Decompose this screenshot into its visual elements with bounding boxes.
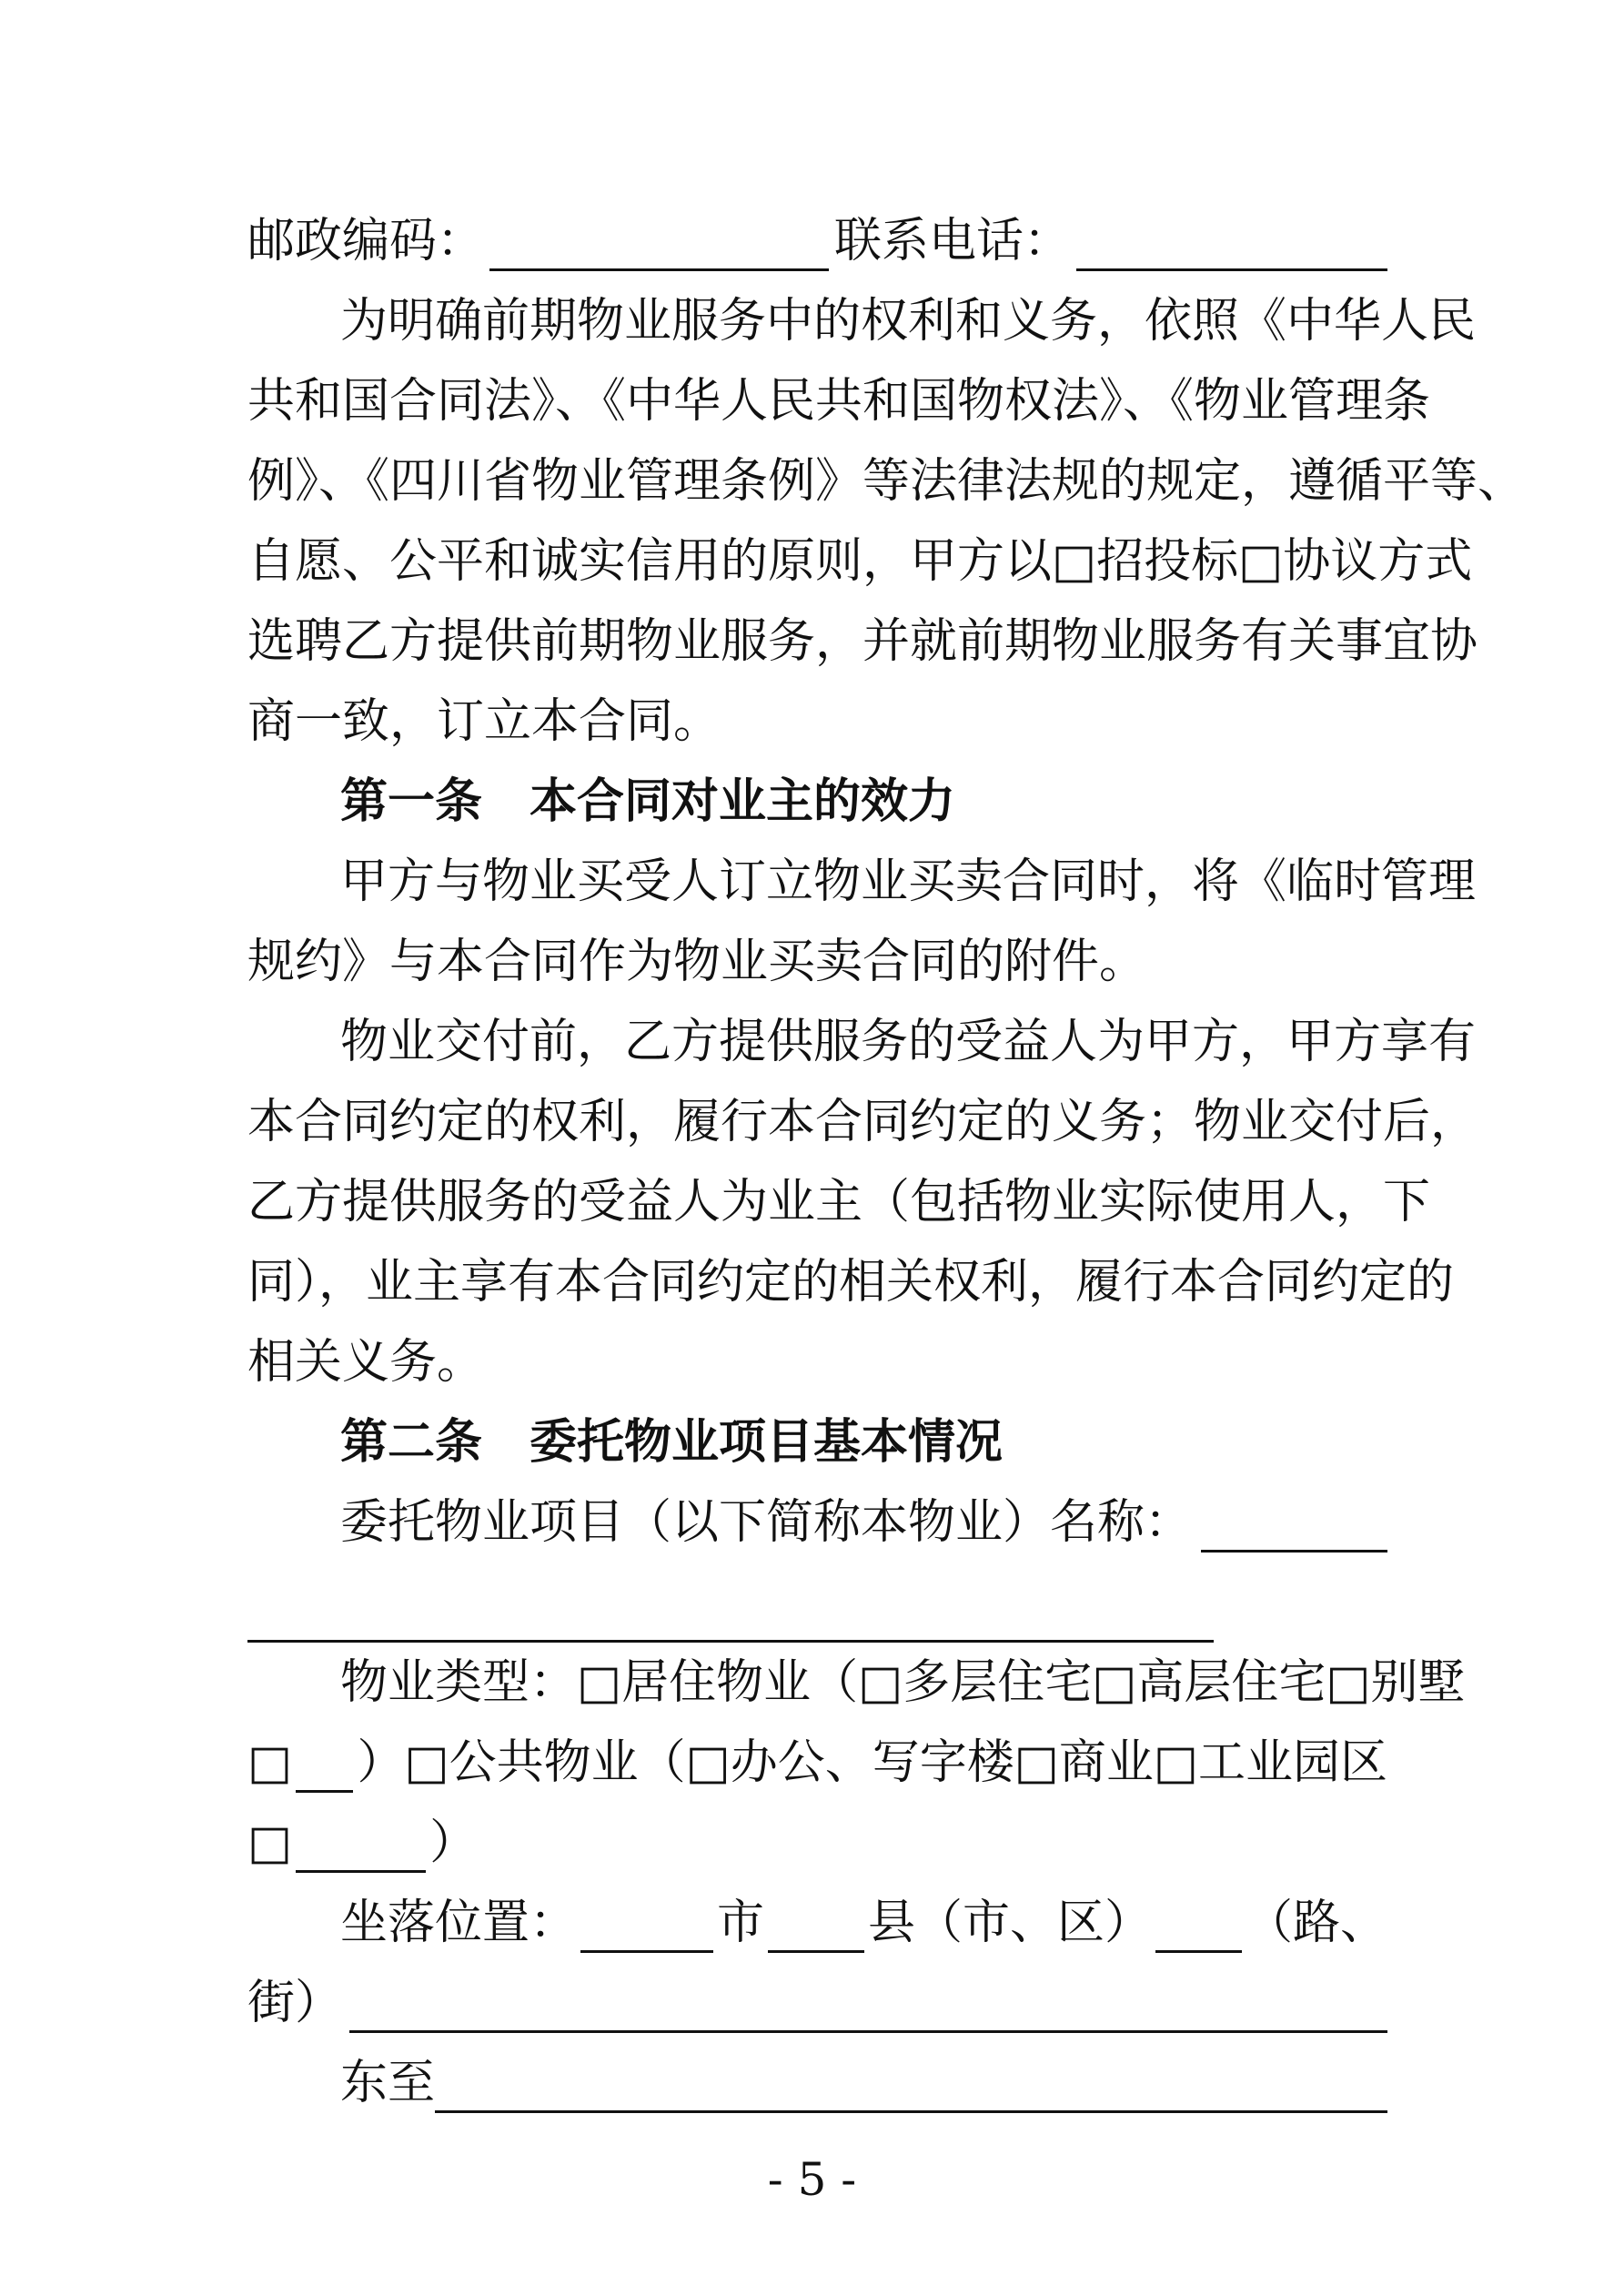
paragraph-line: 共和国合同法》、《中华人民共和国物权法》、《物业管理条: [247, 374, 1431, 429]
paragraph-line: 相关义务。: [247, 1335, 485, 1390]
property-name-field-2[interactable]: [247, 1585, 1214, 1643]
property-type-line-3: [247, 1803, 1387, 1883]
city-label: 市: [716, 1896, 764, 1950]
paragraph-line: 本合同约定的权利，履行本合同约定的义务；物业交付后，: [247, 1095, 1478, 1149]
checkbox-other[interactable]: □: [247, 1735, 293, 1790]
street-line: [247, 1963, 1387, 2043]
east-label: 东至: [340, 2056, 436, 2110]
property-type-line: 物业类型：□居住物业（□多层住宅□高层住宅□别墅: [340, 1655, 1466, 1710]
east-boundary-field[interactable]: [435, 2054, 1387, 2113]
property-name-line: [247, 1482, 1387, 1563]
street-field[interactable]: [349, 1974, 1387, 2033]
paragraph-line: 物业交付前，乙方提供服务的受益人为甲方，甲方享有: [340, 1015, 1477, 1069]
article-number: 第一条: [340, 774, 483, 829]
county-field[interactable]: [768, 1894, 864, 1953]
other-residential-field[interactable]: [296, 1734, 353, 1793]
paragraph-line: 选聘乙方提供前期物业服务，并就前期物业服务有关事宜协: [247, 614, 1478, 669]
road-field[interactable]: [1155, 1894, 1242, 1953]
close-paren: ）: [429, 1816, 478, 1870]
property-name-continuation: [247, 1563, 1387, 1643]
postcode-field[interactable]: [489, 212, 829, 271]
public-property-options: ）□公共物业（□办公、写字楼□商业□工业园区: [357, 1735, 1387, 1790]
postcode-phone-line: [247, 201, 1387, 281]
east-boundary-line: [247, 2043, 1387, 2123]
postcode-label: 邮政编码：: [247, 214, 485, 268]
paragraph-line: 自愿、公平和诚实信用的原则，甲方以□招投标□协议方式: [247, 534, 1473, 589]
document-body: [247, 201, 1526, 2123]
page-number: - 5 -: [767, 2153, 857, 2206]
property-name-field[interactable]: [1201, 1493, 1387, 1553]
phone-label: 联系电话：: [834, 214, 1072, 268]
city-field[interactable]: [580, 1894, 713, 1953]
location-label: 坐落位置：: [340, 1896, 578, 1950]
paragraph-line: 商一致，订立本合同。: [247, 694, 721, 749]
other-public-field[interactable]: [296, 1814, 426, 1873]
article-title: 本合同对业主的效力: [530, 774, 956, 829]
paragraph-line: 规约》与本合同作为物业买卖合同的附件。: [247, 935, 1147, 989]
paragraph-line: 例》、《四川省物业管理条例》等法律法规的规定，遵循平等、: [247, 454, 1526, 509]
paragraph-line: 同），业主享有本合同约定的相关权利，履行本合同约定的: [247, 1255, 1455, 1310]
article-2-heading: [247, 1402, 1387, 1482]
property-type-line-2: [247, 1723, 1387, 1803]
paragraph-line: 为明确前期物业服务中的权利和义务，依照《中华人民: [340, 294, 1477, 349]
road-label: （路、: [1246, 1896, 1388, 1950]
article-title: 委托物业项目基本情况: [530, 1414, 1004, 1470]
property-name-label: 委托物业项目（以下简称本物业）名称：: [340, 1495, 1193, 1550]
county-label: 县（市、区）: [867, 1896, 1152, 1950]
phone-field[interactable]: [1076, 212, 1387, 271]
street-label: 街）: [247, 1976, 343, 2030]
paragraph-line: 乙方提供服务的受益人为业主（包括物业实际使用人，下: [247, 1175, 1431, 1229]
paragraph-line: 甲方与物业买受人订立物业买卖合同时，将《临时管理: [340, 855, 1477, 909]
article-number: 第二条: [340, 1414, 483, 1470]
checkbox-other[interactable]: □: [247, 1816, 293, 1870]
location-line: [247, 1883, 1387, 1963]
article-1-heading: [247, 762, 1387, 842]
